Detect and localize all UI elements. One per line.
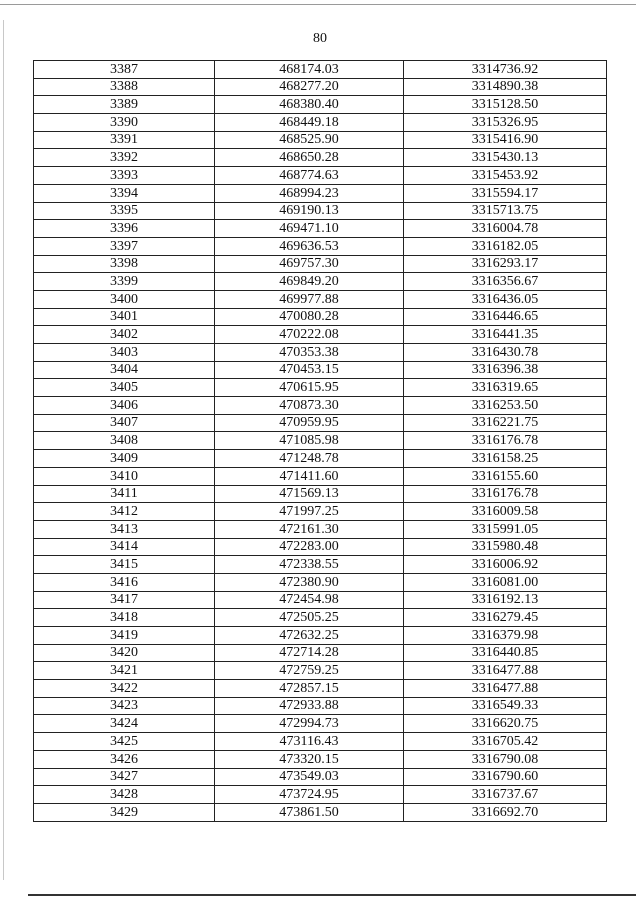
y-coordinate-cell: 3315416.90 <box>404 131 607 149</box>
x-coordinate-cell: 468525.90 <box>215 131 404 149</box>
coordinates-table <box>33 60 607 822</box>
table-row <box>34 184 607 202</box>
x-coordinate-cell: 468449.18 <box>215 114 404 132</box>
table-row <box>34 379 607 397</box>
x-coordinate-cell: 470222.08 <box>215 326 404 344</box>
y-coordinate-cell: 3316293.17 <box>404 255 607 273</box>
table-row <box>34 149 607 167</box>
x-coordinate-cell: 473116.43 <box>215 733 404 751</box>
point-number-cell: 3405 <box>34 379 215 397</box>
y-coordinate-cell: 3316192.13 <box>404 591 607 609</box>
table-row <box>34 96 607 114</box>
table-row <box>34 556 607 574</box>
table-row <box>34 503 607 521</box>
x-coordinate-cell: 472857.15 <box>215 680 404 698</box>
x-coordinate-cell: 468174.03 <box>215 61 404 79</box>
point-number-cell: 3424 <box>34 715 215 733</box>
table-row <box>34 255 607 273</box>
y-coordinate-cell: 3316692.70 <box>404 803 607 821</box>
table-row <box>34 786 607 804</box>
point-number-cell: 3404 <box>34 361 215 379</box>
y-coordinate-cell: 3315980.48 <box>404 538 607 556</box>
bottom-scan-rule <box>28 894 636 896</box>
x-coordinate-cell: 468650.28 <box>215 149 404 167</box>
x-coordinate-cell: 470959.95 <box>215 414 404 432</box>
left-scan-edge <box>3 20 4 880</box>
point-number-cell: 3426 <box>34 750 215 768</box>
table-row <box>34 573 607 591</box>
table-row <box>34 627 607 645</box>
table-row <box>34 733 607 751</box>
point-number-cell: 3408 <box>34 432 215 450</box>
y-coordinate-cell: 3316705.42 <box>404 733 607 751</box>
y-coordinate-cell: 3315991.05 <box>404 520 607 538</box>
y-coordinate-cell: 3316396.38 <box>404 361 607 379</box>
x-coordinate-cell: 472380.90 <box>215 573 404 591</box>
point-number-cell: 3393 <box>34 167 215 185</box>
table-row <box>34 414 607 432</box>
y-coordinate-cell: 3316009.58 <box>404 503 607 521</box>
y-coordinate-cell: 3315453.92 <box>404 167 607 185</box>
y-coordinate-cell: 3316155.60 <box>404 467 607 485</box>
y-coordinate-cell: 3316620.75 <box>404 715 607 733</box>
point-number-cell: 3410 <box>34 467 215 485</box>
x-coordinate-cell: 472505.25 <box>215 609 404 627</box>
table-row <box>34 131 607 149</box>
y-coordinate-cell: 3316221.75 <box>404 414 607 432</box>
point-number-cell: 3419 <box>34 627 215 645</box>
table-row <box>34 803 607 821</box>
point-number-cell: 3400 <box>34 290 215 308</box>
x-coordinate-cell: 468774.63 <box>215 167 404 185</box>
table-row <box>34 715 607 733</box>
table-row <box>34 114 607 132</box>
table-row <box>34 609 607 627</box>
point-number-cell: 3396 <box>34 220 215 238</box>
table-row <box>34 485 607 503</box>
point-number-cell: 3392 <box>34 149 215 167</box>
table-row <box>34 768 607 786</box>
x-coordinate-cell: 472283.00 <box>215 538 404 556</box>
point-number-cell: 3418 <box>34 609 215 627</box>
y-coordinate-cell: 3316441.35 <box>404 326 607 344</box>
table-row <box>34 397 607 415</box>
point-number-cell: 3389 <box>34 96 215 114</box>
point-number-cell: 3413 <box>34 520 215 538</box>
x-coordinate-cell: 468380.40 <box>215 96 404 114</box>
x-coordinate-cell: 471248.78 <box>215 450 404 468</box>
point-number-cell: 3397 <box>34 237 215 255</box>
y-coordinate-cell: 3316477.88 <box>404 662 607 680</box>
point-number-cell: 3427 <box>34 768 215 786</box>
x-coordinate-cell: 470873.30 <box>215 397 404 415</box>
point-number-cell: 3388 <box>34 78 215 96</box>
table-row <box>34 273 607 291</box>
x-coordinate-cell: 471997.25 <box>215 503 404 521</box>
y-coordinate-cell: 3315128.50 <box>404 96 607 114</box>
x-coordinate-cell: 471085.98 <box>215 432 404 450</box>
x-coordinate-cell: 471569.13 <box>215 485 404 503</box>
table-row <box>34 220 607 238</box>
point-number-cell: 3421 <box>34 662 215 680</box>
x-coordinate-cell: 472759.25 <box>215 662 404 680</box>
x-coordinate-cell: 469636.53 <box>215 237 404 255</box>
x-coordinate-cell: 472454.98 <box>215 591 404 609</box>
top-scan-rule <box>0 4 636 5</box>
x-coordinate-cell: 473861.50 <box>215 803 404 821</box>
x-coordinate-cell: 473724.95 <box>215 786 404 804</box>
y-coordinate-cell: 3315326.95 <box>404 114 607 132</box>
point-number-cell: 3394 <box>34 184 215 202</box>
table-row <box>34 467 607 485</box>
point-number-cell: 3391 <box>34 131 215 149</box>
y-coordinate-cell: 3316737.67 <box>404 786 607 804</box>
table-row <box>34 662 607 680</box>
x-coordinate-cell: 473549.03 <box>215 768 404 786</box>
point-number-cell: 3416 <box>34 573 215 591</box>
table-row <box>34 538 607 556</box>
y-coordinate-cell: 3316356.67 <box>404 273 607 291</box>
point-number-cell: 3420 <box>34 644 215 662</box>
table-row <box>34 344 607 362</box>
x-coordinate-cell: 470353.38 <box>215 344 404 362</box>
point-number-cell: 3399 <box>34 273 215 291</box>
coordinates-table-body <box>34 61 607 822</box>
x-coordinate-cell: 469757.30 <box>215 255 404 273</box>
y-coordinate-cell: 3315594.17 <box>404 184 607 202</box>
point-number-cell: 3417 <box>34 591 215 609</box>
table-row <box>34 61 607 79</box>
table-row <box>34 520 607 538</box>
y-coordinate-cell: 3316549.33 <box>404 697 607 715</box>
point-number-cell: 3398 <box>34 255 215 273</box>
y-coordinate-cell: 3316176.78 <box>404 485 607 503</box>
table-row <box>34 450 607 468</box>
y-coordinate-cell: 3316440.85 <box>404 644 607 662</box>
x-coordinate-cell: 469471.10 <box>215 220 404 238</box>
y-coordinate-cell: 3316176.78 <box>404 432 607 450</box>
x-coordinate-cell: 472338.55 <box>215 556 404 574</box>
page-number: 80 <box>313 31 327 46</box>
x-coordinate-cell: 469977.88 <box>215 290 404 308</box>
table-row <box>34 237 607 255</box>
y-coordinate-cell: 3316182.05 <box>404 237 607 255</box>
point-number-cell: 3409 <box>34 450 215 468</box>
table-row <box>34 308 607 326</box>
table-row <box>34 432 607 450</box>
table-row <box>34 290 607 308</box>
y-coordinate-cell: 3315713.75 <box>404 202 607 220</box>
y-coordinate-cell: 3316081.00 <box>404 573 607 591</box>
table-row <box>34 680 607 698</box>
x-coordinate-cell: 470615.95 <box>215 379 404 397</box>
y-coordinate-cell: 3314890.38 <box>404 78 607 96</box>
y-coordinate-cell: 3316790.60 <box>404 768 607 786</box>
y-coordinate-cell: 3316253.50 <box>404 397 607 415</box>
y-coordinate-cell: 3314736.92 <box>404 61 607 79</box>
x-coordinate-cell: 472161.30 <box>215 520 404 538</box>
table-row <box>34 326 607 344</box>
point-number-cell: 3425 <box>34 733 215 751</box>
table-row <box>34 591 607 609</box>
y-coordinate-cell: 3316279.45 <box>404 609 607 627</box>
y-coordinate-cell: 3316006.92 <box>404 556 607 574</box>
x-coordinate-cell: 473320.15 <box>215 750 404 768</box>
table-row <box>34 78 607 96</box>
point-number-cell: 3415 <box>34 556 215 574</box>
y-coordinate-cell: 3316477.88 <box>404 680 607 698</box>
table-row <box>34 644 607 662</box>
x-coordinate-cell: 472933.88 <box>215 697 404 715</box>
x-coordinate-cell: 471411.60 <box>215 467 404 485</box>
point-number-cell: 3387 <box>34 61 215 79</box>
point-number-cell: 3406 <box>34 397 215 415</box>
y-coordinate-cell: 3316379.98 <box>404 627 607 645</box>
point-number-cell: 3412 <box>34 503 215 521</box>
table-row <box>34 167 607 185</box>
point-number-cell: 3422 <box>34 680 215 698</box>
y-coordinate-cell: 3316004.78 <box>404 220 607 238</box>
point-number-cell: 3402 <box>34 326 215 344</box>
point-number-cell: 3423 <box>34 697 215 715</box>
y-coordinate-cell: 3315430.13 <box>404 149 607 167</box>
table-row <box>34 697 607 715</box>
x-coordinate-cell: 469190.13 <box>215 202 404 220</box>
point-number-cell: 3429 <box>34 803 215 821</box>
x-coordinate-cell: 470453.15 <box>215 361 404 379</box>
point-number-cell: 3407 <box>34 414 215 432</box>
x-coordinate-cell: 468994.23 <box>215 184 404 202</box>
x-coordinate-cell: 470080.28 <box>215 308 404 326</box>
x-coordinate-cell: 472994.73 <box>215 715 404 733</box>
y-coordinate-cell: 3316430.78 <box>404 344 607 362</box>
y-coordinate-cell: 3316446.65 <box>404 308 607 326</box>
point-number-cell: 3414 <box>34 538 215 556</box>
table-row <box>34 750 607 768</box>
y-coordinate-cell: 3316790.08 <box>404 750 607 768</box>
table-row <box>34 202 607 220</box>
y-coordinate-cell: 3316436.05 <box>404 290 607 308</box>
x-coordinate-cell: 472632.25 <box>215 627 404 645</box>
point-number-cell: 3390 <box>34 114 215 132</box>
point-number-cell: 3395 <box>34 202 215 220</box>
table-row <box>34 361 607 379</box>
point-number-cell: 3401 <box>34 308 215 326</box>
x-coordinate-cell: 472714.28 <box>215 644 404 662</box>
x-coordinate-cell: 469849.20 <box>215 273 404 291</box>
x-coordinate-cell: 468277.20 <box>215 78 404 96</box>
point-number-cell: 3411 <box>34 485 215 503</box>
y-coordinate-cell: 3316158.25 <box>404 450 607 468</box>
y-coordinate-cell: 3316319.65 <box>404 379 607 397</box>
point-number-cell: 3403 <box>34 344 215 362</box>
point-number-cell: 3428 <box>34 786 215 804</box>
